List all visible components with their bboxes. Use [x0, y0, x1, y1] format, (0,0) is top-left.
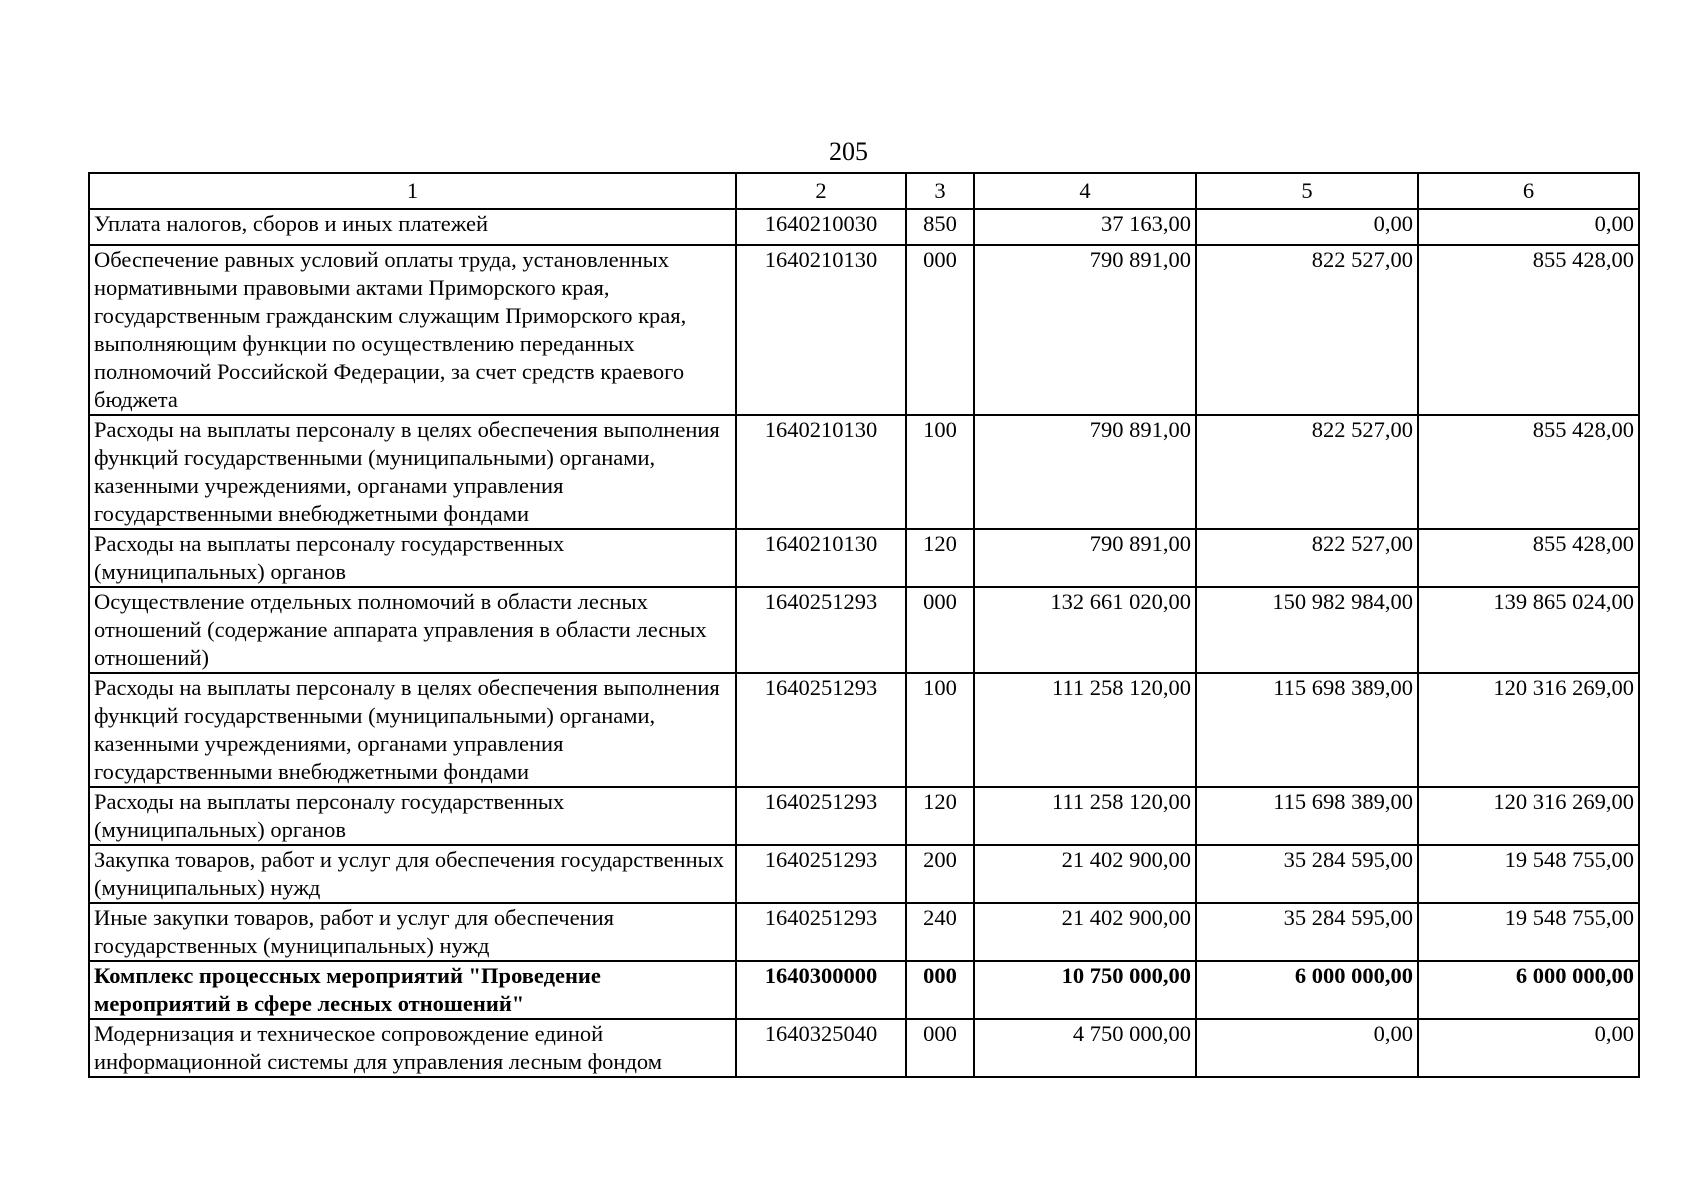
table-row [89, 587, 1639, 673]
row-amount-col4-cell: 21 402 900,00 [974, 903, 1196, 961]
row-code-cell: 1640251293 [736, 673, 906, 787]
row-name-cell: Расходы на выплаты персоналу государственных (муниципальных) органов [89, 787, 736, 845]
row-amount-col5-cell: 6 000 000,00 [1196, 961, 1418, 1019]
table-header [89, 173, 1639, 209]
row-name-cell: Иные закупки товаров, работ и услуг для обеспечения государственных (муниципальных) нужд [89, 903, 736, 961]
table-body [89, 209, 1639, 1077]
row-name-cell: Осуществление отдельных полномочий в области лесных отношений (содержание аппарата управления в области лесных отношений) [89, 587, 736, 673]
table-row [89, 415, 1639, 529]
budget-table [88, 172, 1640, 1078]
row-name-cell: Закупка товаров, работ и услуг для обеспечения государственных (муниципальных) нужд [89, 845, 736, 903]
row-amount-col6-cell: 0,00 [1418, 209, 1639, 245]
row-amount-col4-cell: 790 891,00 [974, 529, 1196, 587]
row-expense-type-cell: 240 [906, 903, 974, 961]
row-expense-type-cell: 200 [906, 845, 974, 903]
row-amount-col4-cell: 37 163,00 [974, 209, 1196, 245]
row-expense-type-cell: 100 [906, 415, 974, 529]
table-row [89, 245, 1639, 415]
row-amount-col5-cell: 822 527,00 [1196, 529, 1418, 587]
row-code-cell: 1640251293 [736, 845, 906, 903]
row-amount-col5-cell: 0,00 [1196, 1019, 1418, 1077]
row-amount-col5-cell: 35 284 595,00 [1196, 845, 1418, 903]
header-col-5: 5 [1196, 173, 1418, 209]
page-number [0, 137, 1695, 167]
row-amount-col5-cell: 0,00 [1196, 209, 1418, 245]
row-amount-col6-cell: 19 548 755,00 [1418, 845, 1639, 903]
table-row [89, 1019, 1639, 1077]
row-amount-col5-cell: 822 527,00 [1196, 415, 1418, 529]
row-amount-col6-cell: 855 428,00 [1418, 415, 1639, 529]
row-expense-type-cell: 850 [906, 209, 974, 245]
table-row [89, 209, 1639, 245]
table-row [89, 673, 1639, 787]
row-amount-col4-cell: 4 750 000,00 [974, 1019, 1196, 1077]
table-row [89, 903, 1639, 961]
row-name-cell: Модернизация и техническое сопровождение единой информационной системы для управления лесным фондом [89, 1019, 736, 1077]
row-code-cell: 1640251293 [736, 787, 906, 845]
row-amount-col6-cell: 139 865 024,00 [1418, 587, 1639, 673]
row-expense-type-cell: 120 [906, 787, 974, 845]
row-expense-type-cell: 100 [906, 673, 974, 787]
table-row [89, 961, 1639, 1019]
row-amount-col4-cell: 790 891,00 [974, 415, 1196, 529]
row-code-cell: 1640300000 [736, 961, 906, 1019]
page-number-text: 205 [829, 137, 868, 166]
row-amount-col4-cell: 132 661 020,00 [974, 587, 1196, 673]
header-col-4: 4 [974, 173, 1196, 209]
header-col-6: 6 [1418, 173, 1639, 209]
row-amount-col4-cell: 21 402 900,00 [974, 845, 1196, 903]
row-amount-col5-cell: 35 284 595,00 [1196, 903, 1418, 961]
row-name-cell: Комплекс процессных мероприятий "Проведение мероприятий в сфере лесных отношений" [89, 961, 736, 1019]
row-code-cell: 1640210130 [736, 245, 906, 415]
header-col-1: 1 [89, 173, 736, 209]
header-col-3: 3 [906, 173, 974, 209]
row-amount-col4-cell: 111 258 120,00 [974, 673, 1196, 787]
table-row [89, 529, 1639, 587]
row-name-cell: Расходы на выплаты персоналу государственных (муниципальных) органов [89, 529, 736, 587]
row-amount-col6-cell: 120 316 269,00 [1418, 673, 1639, 787]
row-name-cell: Уплата налогов, сборов и иных платежей [89, 209, 736, 245]
row-expense-type-cell: 000 [906, 245, 974, 415]
row-amount-col5-cell: 115 698 389,00 [1196, 673, 1418, 787]
row-amount-col5-cell: 115 698 389,00 [1196, 787, 1418, 845]
row-code-cell: 1640251293 [736, 587, 906, 673]
row-expense-type-cell: 000 [906, 587, 974, 673]
row-amount-col6-cell: 855 428,00 [1418, 245, 1639, 415]
table-row [89, 845, 1639, 903]
row-amount-col4-cell: 10 750 000,00 [974, 961, 1196, 1019]
row-code-cell: 1640210030 [736, 209, 906, 245]
row-amount-col6-cell: 855 428,00 [1418, 529, 1639, 587]
row-amount-col5-cell: 822 527,00 [1196, 245, 1418, 415]
row-amount-col6-cell: 0,00 [1418, 1019, 1639, 1077]
table-row [89, 787, 1639, 845]
row-code-cell: 1640251293 [736, 903, 906, 961]
row-amount-col5-cell: 150 982 984,00 [1196, 587, 1418, 673]
row-amount-col6-cell: 120 316 269,00 [1418, 787, 1639, 845]
row-amount-col6-cell: 6 000 000,00 [1418, 961, 1639, 1019]
row-name-cell: Расходы на выплаты персоналу в целях обеспечения выполнения функций государственными (муниципальными) органами, казенными учреждениями, органами управления государственными внебюджетными фондами [89, 673, 736, 787]
header-row [89, 173, 1639, 209]
row-amount-col4-cell: 790 891,00 [974, 245, 1196, 415]
row-expense-type-cell: 120 [906, 529, 974, 587]
header-col-2: 2 [736, 173, 906, 209]
row-name-cell: Расходы на выплаты персоналу в целях обеспечения выполнения функций государственными (муниципальными) органами, казенными учреждениями, органами управления государственными внебюджетными фондами [89, 415, 736, 529]
row-expense-type-cell: 000 [906, 1019, 974, 1077]
row-amount-col6-cell: 19 548 755,00 [1418, 903, 1639, 961]
row-code-cell: 1640210130 [736, 529, 906, 587]
row-expense-type-cell: 000 [906, 961, 974, 1019]
row-amount-col4-cell: 111 258 120,00 [974, 787, 1196, 845]
row-code-cell: 1640210130 [736, 415, 906, 529]
row-code-cell: 1640325040 [736, 1019, 906, 1077]
row-name-cell: Обеспечение равных условий оплаты труда, установленных нормативными правовыми актами Приморского края, государственным гражданским служащим Приморского края, выполняющим функции по осуществлению переданных полномочий Российской Федерации, за счет средств краевого бюджета [89, 245, 736, 415]
